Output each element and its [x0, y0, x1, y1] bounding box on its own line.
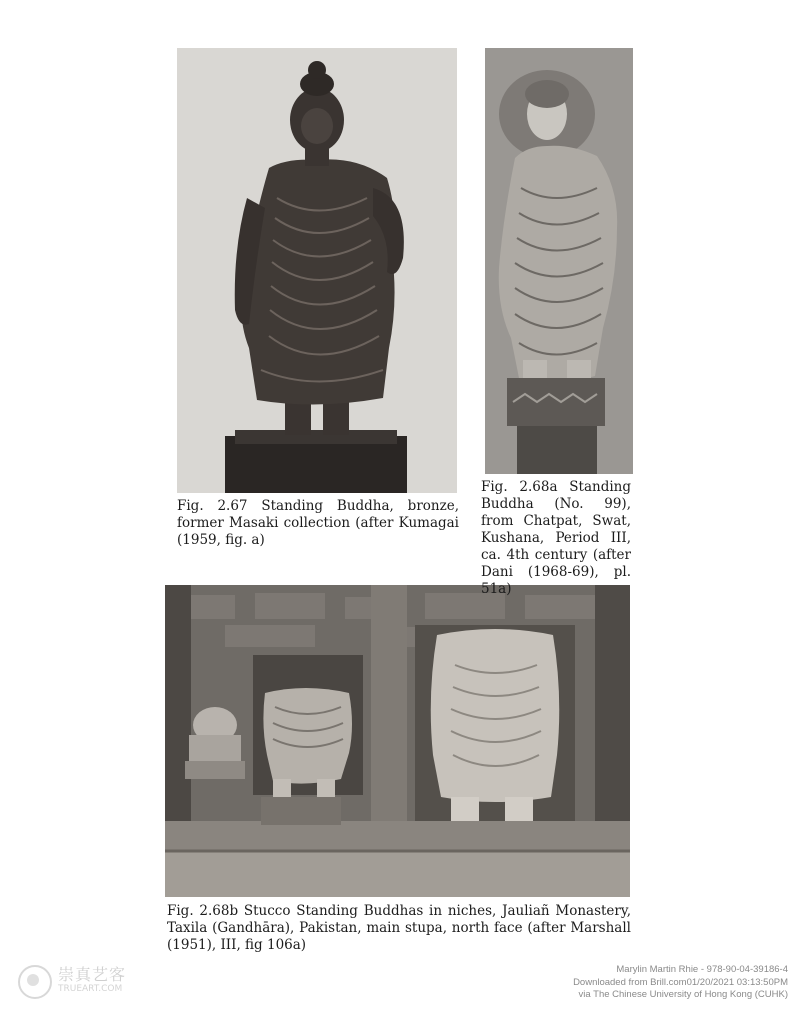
- stucco-niches-image: [165, 585, 630, 897]
- figure-2-68b-photo: [165, 585, 630, 897]
- watermark-logo-icon: [18, 965, 52, 999]
- footer-download-stamp: Downloaded from Brill.com01/20/2021 03:13:50PM: [573, 976, 788, 988]
- figure-2-68a-caption: Fig. 2.68a Standing Buddha (No. 99), from Chatpat, Swat, Kushana, Period III, ca. 4th century (after Dani (1968-69), pl. 51a): [481, 479, 631, 597]
- figure-2-68b-caption: Fig. 2.68b Stucco Standing Buddhas in niches, Jauliañ Monastery, Taxila (Gandhāra), Pakistan, main stupa, north face (after Marshall (1951), III, fig 106a): [167, 903, 631, 953]
- figure-2-67-photo: [177, 48, 457, 493]
- bronze-buddha-image: [177, 48, 457, 493]
- download-footer: [488, 964, 788, 1002]
- footer-author-isbn: Marylin Martin Rhie - 978-90-04-39186-4: [616, 964, 788, 975]
- watermark: [18, 960, 138, 1004]
- figure-2-68a-photo: [485, 48, 633, 474]
- watermark-chinese-text: 崇真艺客: [58, 965, 127, 984]
- watermark-latin-text: TRUEART.COM: [58, 984, 123, 994]
- watermark-text: [58, 965, 127, 996]
- schist-buddha-image: [485, 48, 633, 474]
- figure-2-67-caption: Fig. 2.67 Standing Buddha, bronze, former Masaki collection (after Kumagai (1959, fig. a): [177, 498, 459, 548]
- footer-institution: via The Chinese University of Hong Kong (CUHK): [578, 989, 788, 1000]
